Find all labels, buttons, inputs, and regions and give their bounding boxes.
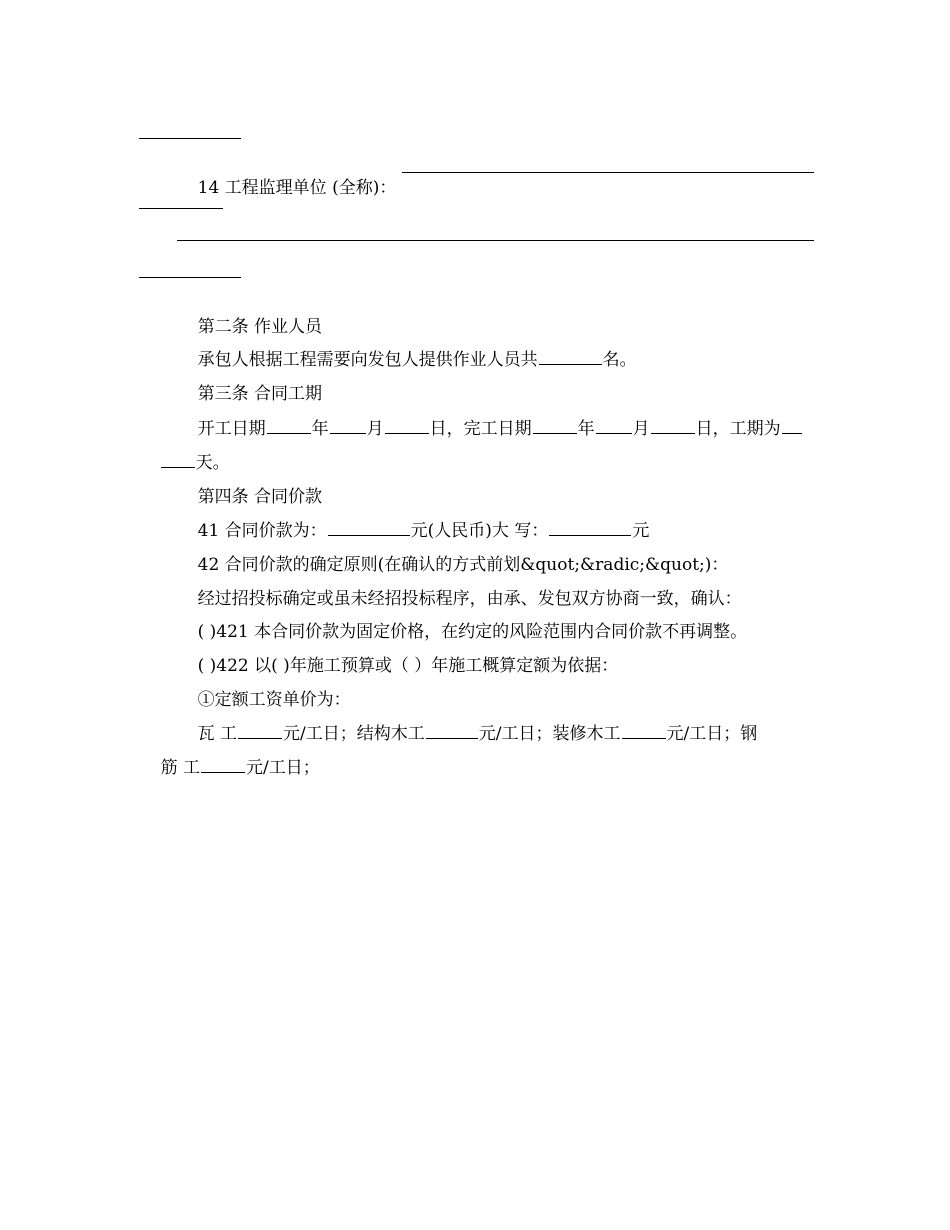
article-3-title [176,361,814,404]
text: 筋 工 [160,758,201,778]
text: 元/工日；结构木工 [283,724,425,744]
text: 年 [311,419,329,439]
text: 元/工日；钢 [666,724,758,744]
text: 元/工日；装修木工 [478,724,621,744]
clause-421 [176,599,814,642]
blank-line [177,240,814,241]
text: 日，工期为 [695,419,781,439]
clause-422 [176,633,814,676]
bid-paragraph [176,566,814,609]
text: 日，完工日期 [429,419,532,439]
clause-41 [176,498,814,541]
text: ①定额工资单价为： [197,690,351,710]
text: 经过招投标确定或虽未经招投标程序，由承、发包双方协商一致，确认： [197,589,742,609]
text: 天。 [195,453,230,473]
text: 元 [632,521,650,541]
clause-14 [176,155,814,198]
article-4-title [176,464,814,507]
wage-line-2 [139,735,814,778]
text: 名。 [602,350,637,370]
article-2-title-text: 第二条 作业人员 [197,317,323,337]
article-2-paragraph [176,327,814,370]
blank-line [139,277,241,278]
text: 41 合同价款为： [197,521,327,541]
quota-title [176,667,814,710]
clause-14-label: 14 工程监理单位 (全称)： [197,178,397,198]
blank-line [139,208,223,209]
wage-line-1 [176,701,814,744]
article-2-title [176,294,814,337]
article-3-title-text: 第三条 合同工期 [197,384,323,404]
blank-line [402,172,814,173]
text: 元/工日； [246,758,320,778]
article-4-title-text: 第四条 合同价款 [197,487,323,507]
text: 月 [632,419,650,439]
blank-line [139,138,241,139]
text: ( )421 本合同价款为固定价格，在约定的风险范围内合同价款不再调整。 [197,622,748,642]
article-3-paragraph-cont [139,430,814,473]
text: 月 [366,419,384,439]
text: 承包人根据工程需要向发包人提供作业人员共 [197,350,538,370]
text: 年 [577,419,595,439]
text: 42 合同价款的确定原则(在确认的方式前划&quot;&radic;&quot;)： [197,555,729,575]
text: 开工日期 [197,419,266,439]
article-3-paragraph [176,396,814,439]
text: ( )422 以( )年施工预算或（ ）年施工概算定额为依据： [197,656,619,676]
text: 元(人民币)大 写： [410,521,549,541]
fill-blank [201,771,245,773]
text: 瓦 工 [197,724,238,744]
clause-42 [176,532,814,575]
